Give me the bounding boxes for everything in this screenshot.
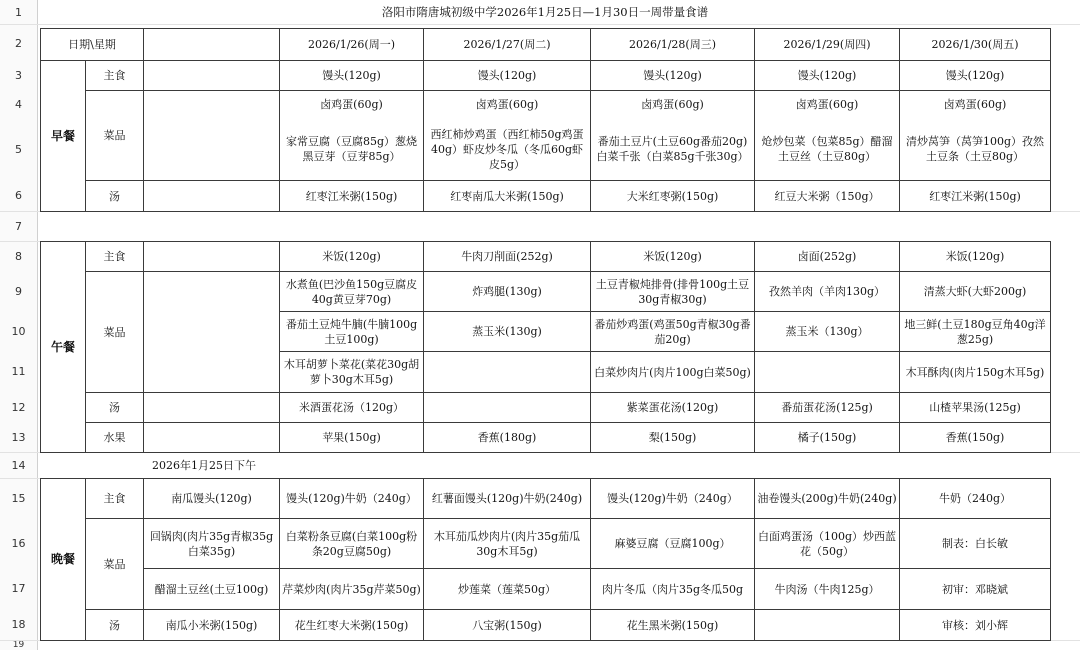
date-header: 2026/1/28(周三) [590,28,755,61]
row-number[interactable]: 3 [15,68,22,82]
menu-cell: 木耳酥肉(肉片150g木耳5g) [899,351,1051,393]
menu-cell: 梨(150g) [590,422,755,453]
menu-cell: 芹菜炒肉(肉片35g芹菜50g) [279,568,424,610]
date-header: 2026/1/29(周四) [754,28,900,61]
row-number[interactable]: 15 [11,491,26,505]
menu-cell: 牛肉刀削面(252g) [423,241,591,272]
menu-cell: 醋溜土豆丝(土豆100g) [143,568,280,610]
meal-label-dinner: 晚餐 [40,478,86,641]
menu-cell: 卤鸡蛋(60g) [795,98,859,111]
corner-header: 日期\星期 [40,28,144,61]
menu-cell: 清炒莴笋（莴笋100g）孜然土豆条（土豆80g） [905,135,1045,163]
category-label: 汤 [85,392,144,423]
menu-cell: 馒头(120g) [423,60,591,91]
menu-cell: 白面鸡蛋汤（100g）炒西蓝花（50g） [754,518,900,569]
menu-cell: 香蕉(180g) [423,422,591,453]
menu-cell: 红枣江米粥(150g) [279,180,424,212]
date-header: 2026/1/26(周一) [279,28,424,61]
menu-cell: 紫菜蛋花汤(120g) [590,392,755,423]
menu-cell: 土豆青椒炖排骨(排骨100g土豆30g青椒30g) [590,271,755,312]
menu-cell: 苹果(150g) [279,422,424,453]
blank-cell [143,60,280,91]
menu-cell [754,351,900,393]
menu-cell: 炒莲菜（莲菜50g） [423,568,591,610]
category-label: 水果 [85,422,144,453]
row-number[interactable]: 9 [15,284,22,298]
gridline [0,478,40,479]
menu-cell [423,392,591,423]
menu-cell: 米饭(120g) [279,241,424,272]
menu-cell: 清蒸大虾(大虾200g) [899,271,1051,312]
gridline [0,241,40,242]
header-blank [143,28,280,61]
separator-note: 2026年1月25日下午 [152,458,256,472]
menu-cell: 番茄土豆片(土豆60g番茄20g)白菜千张（白菜85g千张30g） [596,135,749,163]
menu-cell: 牛肉汤（牛肉125g） [754,568,900,610]
blank-cell [143,392,280,423]
menu-cell: 南瓜小米粥(150g) [143,609,280,641]
menu-cell: 回锅肉(肉片35g青椒35g白菜35g) [143,518,280,569]
row-number[interactable]: 4 [15,97,22,111]
menu-cell: 米饭(120g) [590,241,755,272]
menu-cell: 卤鸡蛋(60g) [641,98,704,111]
menu-cell: 馒头(120g) [899,60,1051,91]
category-label: 主食 [85,478,144,519]
category-label: 菜品 [85,271,144,393]
menu-cell: 红豆大米粥（150g） [754,180,900,212]
menu-cell: 红枣南瓜大米粥(150g) [423,180,591,212]
menu-cell: 肉片冬瓜（肉片35g冬瓜50g [590,568,755,610]
menu-cell: 水煮鱼(巴沙鱼150g豆腐皮40g黄豆芽70g) [279,271,424,312]
blank-cell [754,609,900,641]
menu-cell: 八宝粥(150g) [423,609,591,641]
menu-cell: 蒸玉米（130g） [754,311,900,352]
blank-cell [143,271,280,393]
meal-label-breakfast: 早餐 [40,60,86,212]
menu-cell: 橘子(150g) [754,422,900,453]
menu-cell: 卤面(252g) [754,241,900,272]
row-number[interactable]: 14 [11,458,26,472]
note-cell: 制表：白长敏 [899,518,1051,569]
meal-label-lunch: 午餐 [40,241,86,453]
row-number[interactable]: 1 [15,5,22,19]
row-number[interactable]: 13 [11,430,26,444]
menu-cell: 米饭(120g) [899,241,1051,272]
menu-cell: 麻婆豆腐（豆腐100g） [590,518,755,569]
menu-cell: 番茄土豆炖牛腩(牛腩100g土豆100g) [279,311,424,352]
gridline [0,24,1080,25]
menu-cell: 木耳胡萝卜菜花(菜花30g胡萝卜30g木耳5g) [279,351,424,393]
category-label: 主食 [85,60,144,91]
menu-cell: 牛奶（240g） [899,478,1051,519]
menu-cell: 孜然羊肉（羊肉130g） [754,271,900,312]
menu-cell: 西红柿炒鸡蛋（西红柿50g鸡蛋40g）虾皮炒冬瓜（冬瓜60g虾皮5g） [430,127,584,171]
menu-cell: 馒头(120g) [590,60,755,91]
menu-cell: 蒸玉米(130g) [423,311,591,352]
page-title: 洛阳市隋唐城初级中学2026年1月25日—1月30日一周带量食谱 [381,4,709,19]
menu-cell: 炸鸡腿(130g) [423,271,591,312]
menu-cell: 香蕉(150g) [899,422,1051,453]
date-header: 2026/1/30(周五) [899,28,1051,61]
note-cell: 审核：刘小辉 [899,609,1051,641]
menu-cell: 红枣江米粥(150g) [899,180,1051,212]
menu-cell: 山楂苹果汤(125g) [899,392,1051,423]
category-label: 汤 [85,180,144,212]
menu-cell: 花生红枣大米粥(150g) [279,609,424,641]
category-label: 主食 [85,241,144,272]
category-label: 菜品 [85,90,144,181]
menu-cell [423,351,591,393]
menu-cell: 白菜粉条豆腐(白菜100g粉条20g豆腐50g) [279,518,424,569]
menu-cell: 南瓜馒头(120g) [143,478,280,519]
category-label: 菜品 [85,518,144,610]
row-number[interactable]: 8 [15,249,22,263]
menu-cell: 木耳茄瓜炒肉片(肉片35g茄瓜30g木耳5g) [423,518,591,569]
blank-cell [143,180,280,212]
category-label: 汤 [85,609,144,641]
blank-cell [143,422,280,453]
row-number[interactable]: 10 [11,324,26,338]
row-number[interactable]: 5 [15,142,22,156]
row-number[interactable]: 17 [11,582,26,595]
note-cell: 初审：邓晓斌 [899,568,1051,610]
menu-cell: 家常豆腐（豆腐85g）葱烧黑豆芽（豆芽85g） [285,135,418,163]
menu-cell: 油卷馒头(200g)牛奶(240g) [754,478,900,519]
menu-cell: 米酒蛋花汤（120g） [279,392,424,423]
row-number[interactable]: 6 [15,189,22,202]
row-number[interactable]: 16 [11,536,26,550]
menu-cell: 红薯面馒头(120g)牛奶(240g) [423,478,591,519]
menu-cell: 花生黑米粥(150g) [590,609,755,641]
menu-cell: 地三鲜(土豆180g豆角40g洋葱25g) [899,311,1051,352]
menu-cell: 卤鸡蛋(60g) [475,98,539,111]
menu-cell: 大米红枣粥(150g) [590,180,755,212]
menu-cell: 馒头(120g) [279,60,424,91]
row-number[interactable]: 2 [15,36,22,50]
row-number[interactable]: 19 [12,640,25,650]
menu-cell: 馒头(120g)牛奶（240g） [279,478,424,519]
date-header: 2026/1/27(周二) [423,28,591,61]
menu-cell: 番茄蛋花汤(125g) [754,392,900,423]
menu-cell: 番茄炒鸡蛋(鸡蛋50g青椒30g番茄20g) [590,311,755,352]
blank-cell [143,241,280,272]
menu-cell: 馒头(120g)牛奶（240g） [590,478,755,519]
menu-cell: 白菜炒肉片(肉片100g白菜50g) [590,351,755,393]
menu-cell: 卤鸡蛋(60g) [943,98,1007,111]
row-number[interactable]: 12 [11,400,26,414]
row-number[interactable]: 18 [11,618,26,631]
row-number[interactable]: 7 [15,219,22,233]
menu-cell: 卤鸡蛋(60g) [320,98,383,111]
row-number[interactable]: 11 [11,365,26,378]
blank-cell [143,90,280,181]
menu-cell: 炝炒包菜（包菜85g）醋溜土豆丝（土豆80g） [761,135,893,163]
menu-cell: 馒头(120g) [754,60,900,91]
